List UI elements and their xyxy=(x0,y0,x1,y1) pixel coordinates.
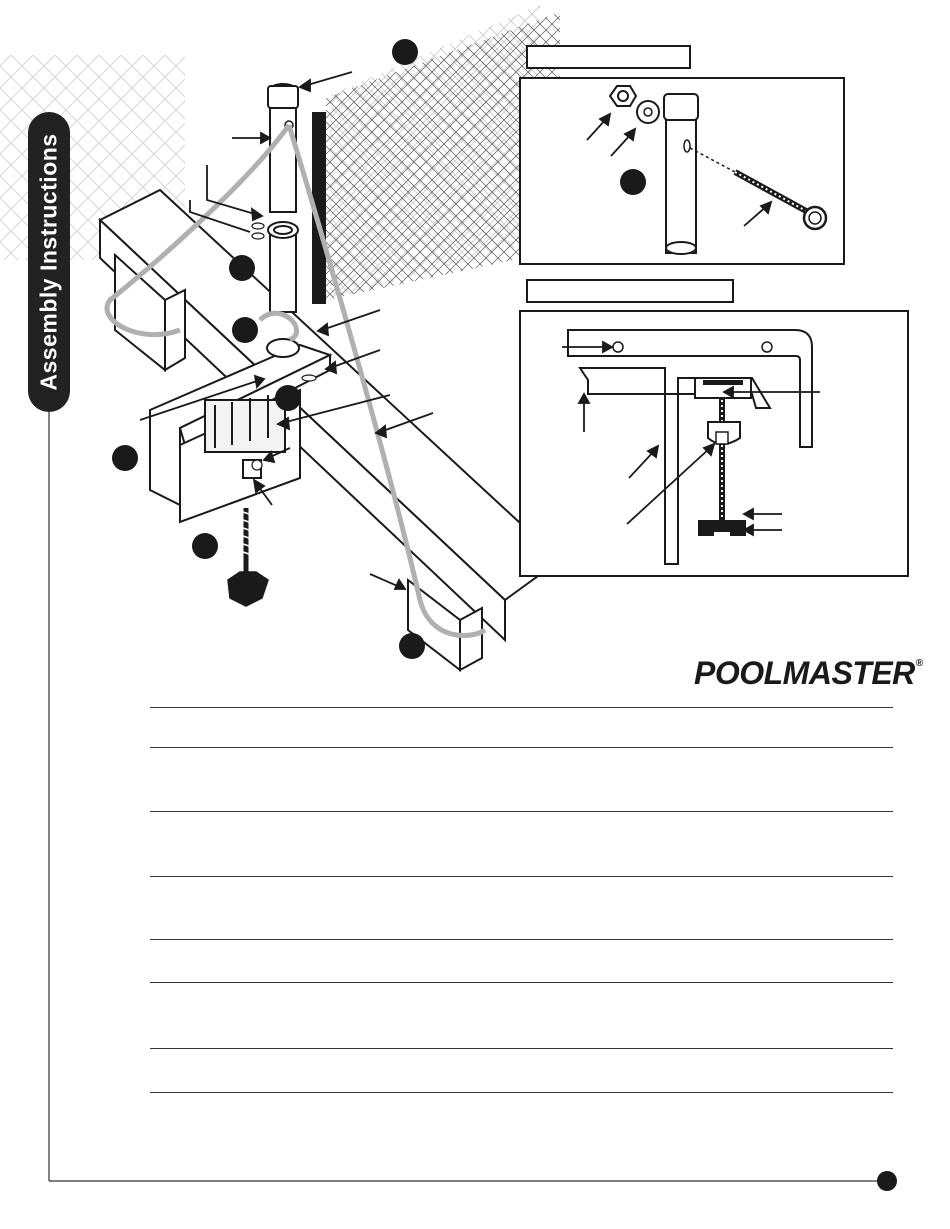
brand-name: POOLMASTER xyxy=(694,655,915,691)
net-post xyxy=(268,84,298,312)
registered-mark: ® xyxy=(915,658,923,669)
table-rule xyxy=(150,747,893,748)
table-rule xyxy=(150,982,893,983)
table-rule xyxy=(150,876,893,877)
table-rule xyxy=(150,1048,893,1049)
page-number-dot xyxy=(877,1171,897,1191)
brand-logo xyxy=(694,655,923,692)
inset-post-hardware xyxy=(520,46,844,264)
table-rule xyxy=(150,939,893,940)
table-rule xyxy=(150,1092,893,1093)
inset-clamp-cross-section xyxy=(520,280,908,576)
side-tab-label: Assembly Instructions xyxy=(35,133,62,391)
knob-screw xyxy=(228,508,268,606)
table-rule xyxy=(150,707,893,708)
table-rule xyxy=(150,811,893,812)
